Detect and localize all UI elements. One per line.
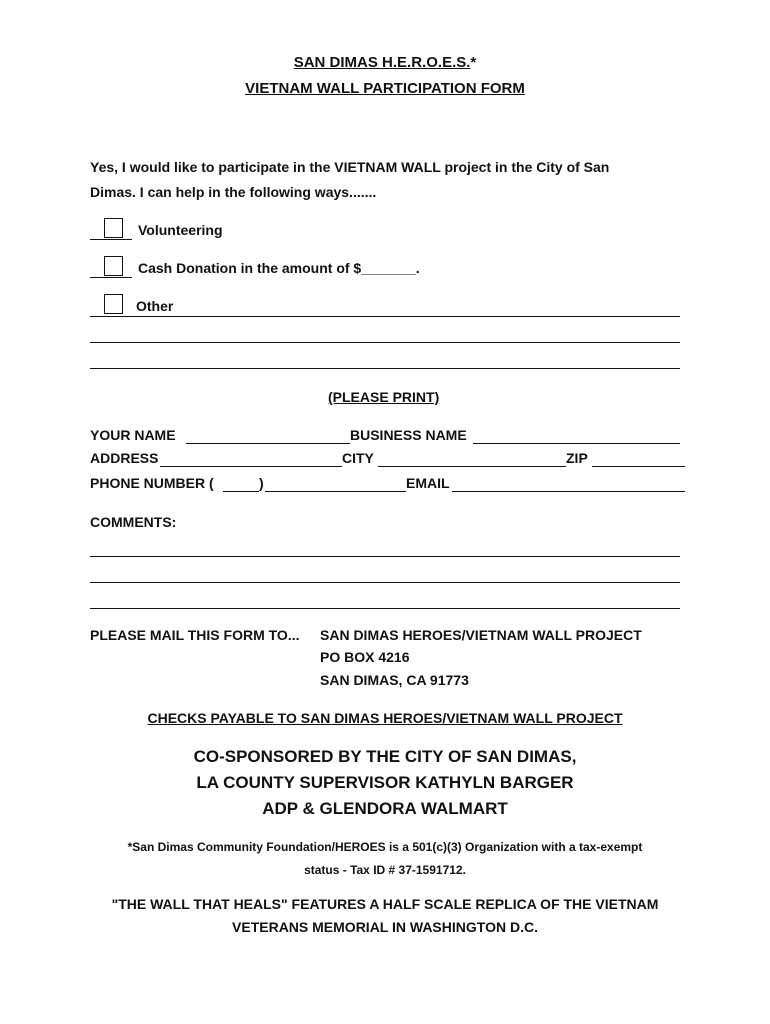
comments-line-1[interactable] [90,556,680,557]
option-volunteering-label: Volunteering [138,222,223,238]
organization-name: SAN DIMAS H.E.R.O.E.S. [293,54,471,71]
zip-label: ZIP [566,450,588,466]
business-name-label: BUSINESS NAME [350,427,467,443]
sponsors-line3: ADP & GLENDORA WALMART [262,799,508,818]
checks-payable-note: CHECKS PAYABLE TO SAN DIMAS HEROES/VIETNAM WALL PROJECT [147,710,623,726]
comments-line-3[interactable] [90,608,680,609]
city-field[interactable] [378,466,566,467]
mail-form-label: PLEASE MAIL THIS FORM TO... [90,627,300,643]
email-label: EMAIL [406,475,450,491]
option-other-label: Other [136,298,174,314]
volunteering-blank [90,239,132,240]
sponsors-line1: CO-SPONSORED BY THE CITY OF SAN DIMAS, [193,747,577,766]
form-title-line1 [0,54,770,71]
please-print-note: (PLEASE PRINT) [328,389,440,405]
phone-number-field[interactable] [265,491,406,492]
email-field[interactable] [452,491,685,492]
cash-donation-checkbox[interactable] [104,256,123,276]
business-name-field[interactable] [473,443,680,444]
intro-line2: Dimas. I can help in the following ways....... [90,184,377,200]
zip-field[interactable] [592,466,685,467]
option-cash-donation-label: Cash Donation in the amount of $_______. [138,260,420,276]
cash-donation-blank [90,277,132,278]
form-title-line2: VIETNAM WALL PARTICIPATION FORM [245,80,525,97]
other-line-3[interactable] [90,368,680,369]
city-label: CITY [342,450,374,466]
volunteering-checkbox[interactable] [104,218,123,238]
other-checkbox[interactable] [104,294,123,314]
address-label: ADDRESS [90,450,159,466]
comments-line-2[interactable] [90,582,680,583]
address-field[interactable] [160,466,342,467]
phone-close-paren: ) [259,475,264,491]
tax-exempt-footnote-line2: status - Tax ID # 37-1591712. [304,863,466,877]
tax-exempt-footnote-line1: *San Dimas Community Foundation/HEROES is a 501(c)(3) Organization with a tax-exempt [127,840,643,854]
intro-line1: Yes, I would like to participate in the VIETNAM WALL project in the City of San [90,159,610,175]
other-line[interactable] [90,316,680,317]
mail-address-line1: SAN DIMAS HEROES/VIETNAM WALL PROJECT [320,627,642,643]
mail-address-line3: SAN DIMAS, CA 91773 [320,672,469,688]
phone-label: PHONE NUMBER ( [90,475,214,491]
closing-line1: "THE WALL THAT HEALS" FEATURES A HALF SCALE REPLICA OF THE VIETNAM [111,896,659,912]
title-asterisk: * [470,54,477,71]
phone-area-code-field[interactable] [223,491,259,492]
other-line-2[interactable] [90,342,680,343]
mail-address-line2: PO BOX 4216 [320,649,410,665]
comments-label: COMMENTS: [90,514,177,530]
sponsors-line2: LA COUNTY SUPERVISOR KATHYLN BARGER [196,773,574,792]
your-name-field[interactable] [186,443,350,444]
your-name-label: YOUR NAME [90,427,176,443]
closing-line2: VETERANS MEMORIAL IN WASHINGTON D.C. [232,919,538,935]
